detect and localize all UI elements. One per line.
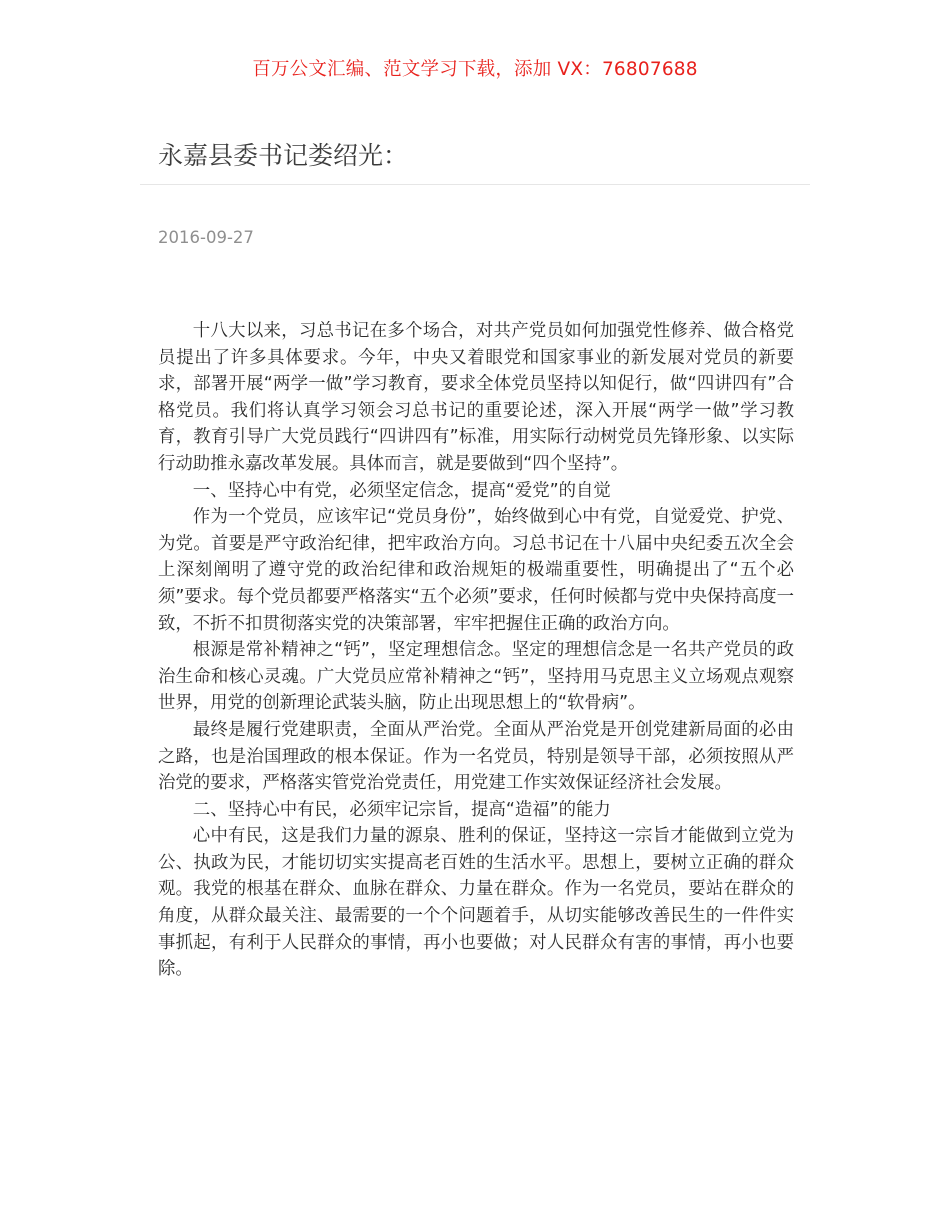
section-heading-2: 二、坚持心中有民，必须牢记宗旨，提高“造福”的能力: [192, 799, 611, 820]
paragraph: 最终是履行党建职责，全面从严治党。全面从严治党是开创党建新局面的必由之路，也是治国理政的根本保证。作为一名党员，特别是领导干部，必须按照从严治党的要求，严格落实管党治党责任，用党建工作实效保证经济社会发展。: [158, 719, 794, 794]
promo-banner: 百万公文汇编、范文学习下载，添加 VX：76807688: [252, 59, 698, 80]
article-title: 永嘉县委书记娄绍光：: [158, 141, 409, 170]
paragraph-intro: 十八大以来，习总书记在多个场合，对共产党员如何加强党性修养、做合格党员提出了许多具体要求。今年，中央又着眼党和国家事业的新发展对党员的新要求，部署开展“两学一做”学习教育，要求全体党员坚持以知促行，做“四讲四有”合格党员。我们将认真学习领会习总书记的重要论述，深入开展“两学一做”学习教育，教育引导广大党员践行“四讲四有”标准，用实际行动树党员先锋形象、以实际行动助推永嘉改革发展。具体而言，就是要做到“四个坚持”。: [158, 321, 794, 474]
section-heading-1: 一、坚持心中有党，必须坚定信念，提高“爱党”的自觉: [192, 480, 611, 501]
paragraph: 心中有民，这是我们力量的源泉、胜利的保证，坚持这一宗旨才能做到立党为公、执政为民，才能切切实实提高老百姓的生活水平。思想上，要树立正确的群众观。我党的根基在群众、血脉在群众、力量在群众。作为一名党员，要站在群众的角度，从群众最关注、最需要的一个个问题着手，从切实能够改善民生的一件件实事抓起，有利于人民群众的事情，再小也要做；对人民群众有害的事情，再小也要除。: [158, 826, 794, 980]
publish-date: 2016-09-27: [158, 228, 254, 247]
title-divider: [140, 184, 810, 185]
article-body: [158, 318, 794, 983]
paragraph: 作为一个党员，应该牢记“党员身份”，始终做到心中有党，自觉爱党、护党、为党。首要是严守政治纪律，把牢政治方向。习总书记在十八届中央纪委五次全会上深刻阐明了遵守党的政治纪律和政治规矩的极端重要性，明确提出了“五个必须”要求。每个党员都要严格落实“五个必须”要求，任何时候都与党中央保持高度一致，不折不扣贯彻落实党的决策部署，牢牢把握住正确的政治方向。: [158, 507, 794, 634]
paragraph: 根源是常补精神之“钙”，坚定理想信念。坚定的理想信念是一名共产党员的政治生命和核心灵魂。广大党员应常补精神之“钙”，坚持用马克思主义立场观点观察世界，用党的创新理论武装头脑，防止出现思想上的“软骨病”。: [158, 640, 794, 714]
